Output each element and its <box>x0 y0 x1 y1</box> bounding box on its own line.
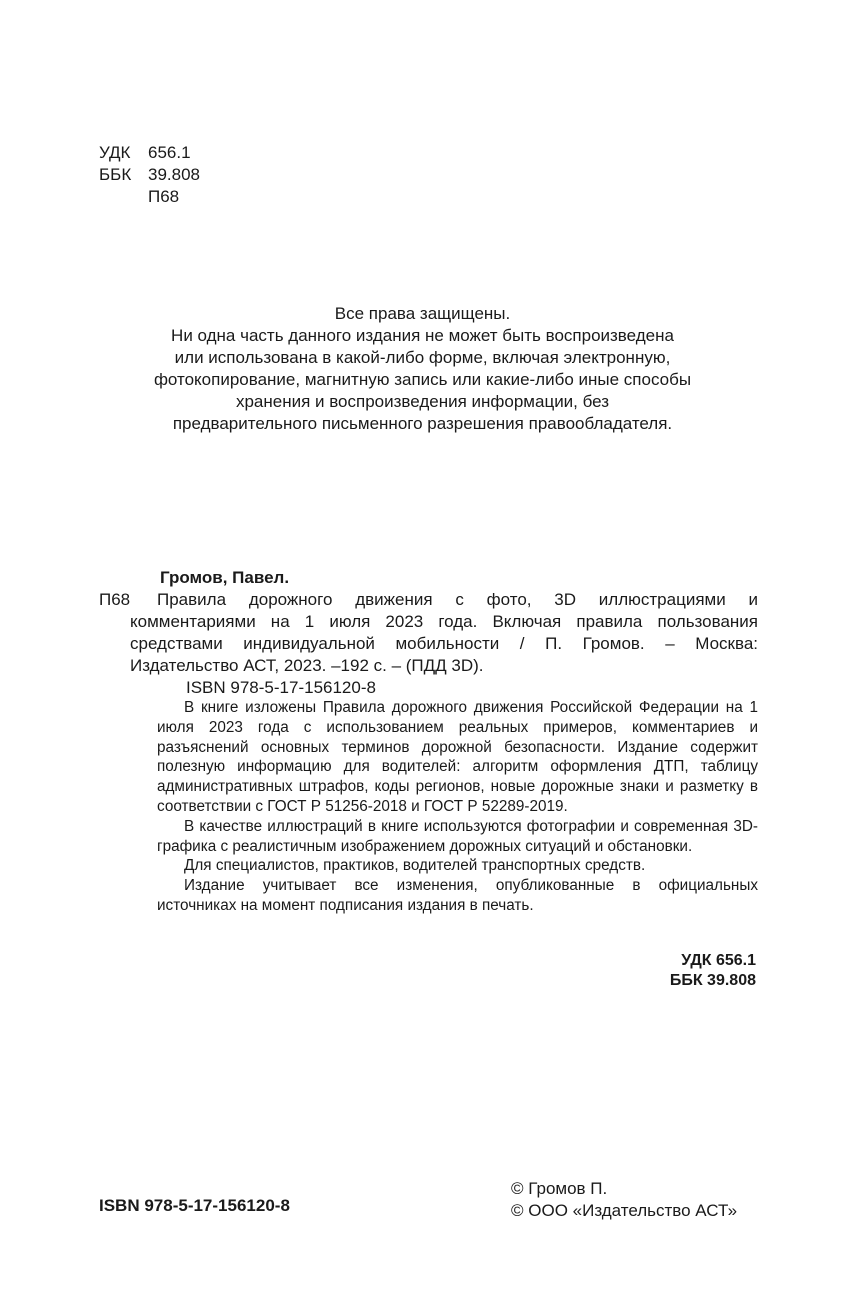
copyright-author: © Громов П. <box>511 1179 608 1198</box>
code-row-udk <box>99 142 239 164</box>
abstract-paragraph: В книге изложены Правила дорожного движения Российской Федерации на 1 июля 2023 года с использованием реальных примеров, комментариев и разъяснений основных терминов дорожной безопасности. Издание содержит полезную информацию для водителей: алгоритм оформления ДТП, таблицу административных штрафов, коды регионов, новые дорожные знаки и разметку в соответствии с ГОСТ Р 51256-2018 и ГОСТ Р 52289-2019. <box>157 699 758 815</box>
catalog-author-sign: П68 <box>99 590 131 609</box>
rights-line: предварительного письменного разрешения правообладателя. <box>172 414 673 433</box>
abstract-paragraph: Для специалистов, практиков, водителей транспортных средств. <box>184 857 646 875</box>
footer-isbn: ISBN 978-5-17-156120-8 <box>99 1196 290 1215</box>
code-row-author-sign <box>99 186 239 208</box>
rights-line: Ни одна часть данного издания не может быть воспроизведена <box>171 326 674 345</box>
rights-line: или использована в какой-либо форме, включая электронную, <box>174 348 671 367</box>
author-sign-value: П68 <box>148 187 180 206</box>
catalog-author: Громов, Павел. <box>160 568 290 587</box>
rights-line: хранения и воспроизведения информации, без <box>235 392 610 411</box>
copyright-block <box>511 1178 771 1222</box>
catalog-description: Правила дорожного движения с фото, 3D иллюстрациями и комментариями на 1 июля 2023 года. Включая правила пользования средствами индивидуальной мобильности / П. Громов. – Москва: Издательство АСТ, 2023. –192 с. – (ПДД 3D). <box>130 590 758 675</box>
bbk-value: 39.808 <box>148 165 200 184</box>
code-row-bbk <box>99 164 239 186</box>
copyright-publisher: © ООО «Издательство АСТ» <box>511 1201 738 1220</box>
rights-line: фотокопирование, магнитную запись или какие-либо иные способы <box>153 370 692 389</box>
classification-codes <box>99 142 239 208</box>
author-sign-label <box>99 186 148 208</box>
catalog-abstract <box>157 698 758 916</box>
catalog-codes <box>540 951 756 991</box>
rights-line: Все права защищены. <box>334 304 511 323</box>
abstract-paragraph: В качестве иллюстраций в книге используются фотографии и современная 3D-графика с реалистичным изображением дорожных ситуаций и обстановки. <box>157 817 758 855</box>
bbk-label: ББК <box>99 165 132 184</box>
udk-value: 656.1 <box>148 143 191 162</box>
catalog-bbk: ББК 39.808 <box>669 972 756 989</box>
catalog-isbn: ISBN 978-5-17-156120-8 <box>186 678 376 697</box>
catalog-udk: УДК 656.1 <box>681 952 756 969</box>
rights-notice <box>90 303 755 435</box>
abstract-paragraph: Издание учитывает все изменения, опубликованные в официальных источниках на момент подписания издания в печать. <box>157 877 758 914</box>
udk-label: УДК <box>99 143 131 162</box>
